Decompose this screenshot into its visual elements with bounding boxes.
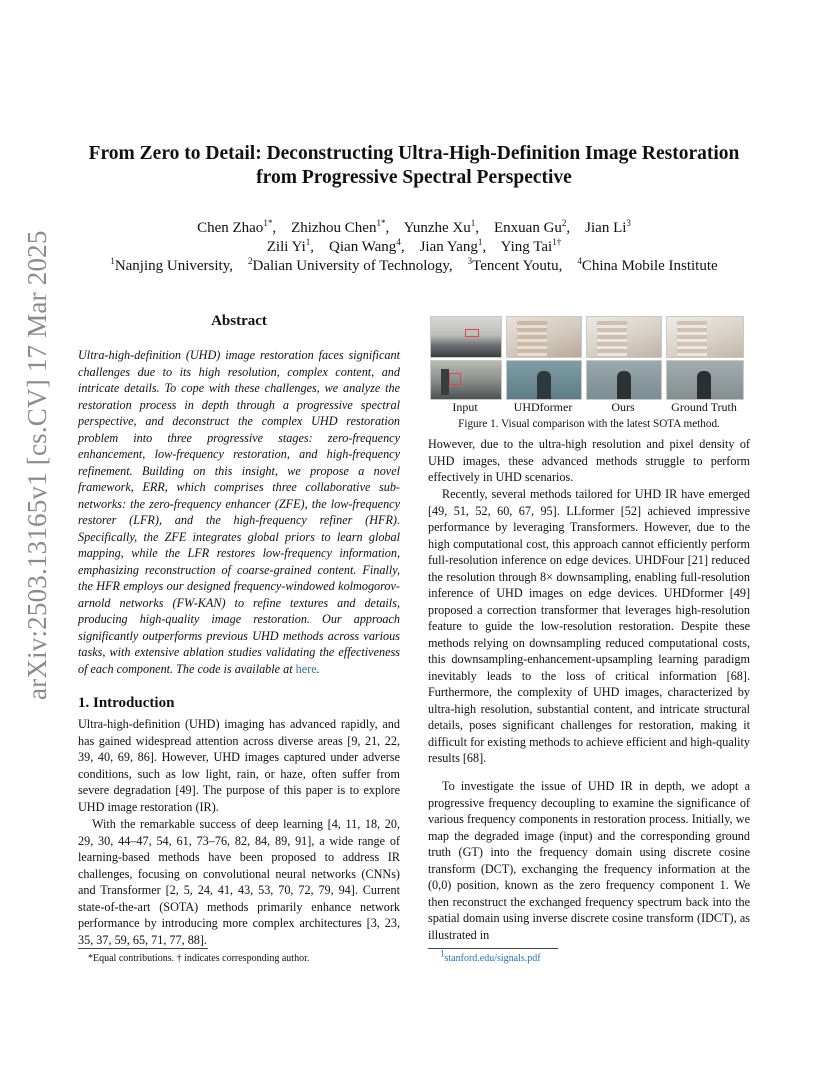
author: Jian Yang$^1$: [419, 237, 483, 255]
figure-label-ground-truth: Ground Truth: [671, 400, 737, 414]
abstract-body: Ultra-high-definition (UHD) image restoration faces significant challenges due to its high resolution, complex content, and intricate details. To cope with these challenges, we analyze the restoration process in depth through a progressive spectral perspective, and deconstruct the complex UHD restoration problem into three progressive stages: zero-frequency enhancement, low-frequency restoration, and high-frequency refinement. Building on this insight, we propose a novel framework, ERR, which comprises three collaborative sub-networks: the zero-frequency enhancer (ZFE), the low-frequency restorer (LFR), and the high-frequency refiner (HFR). Specifically, the ZFE integrates global priors to learn global mapping, while the LFR restores low-frequency information, emphasizing reconstruction of coarse-grained content. Finally, the HFR employs our designed frequency-windowed kolmogorov-arnold networks (FW-KAN) to refine textures and details, producing high-quality image restoration. Our approach significantly outperforms previous UHD methods across various tasks, with extensive ablation studies validating the effectiveness of each component. The code is available at here.: [78, 348, 400, 676]
paper-title: [60, 142, 768, 190]
author: Zhizhou Chen$^{1*}$: [291, 218, 386, 236]
intro-paragraph-1: Ultra-high-definition (UHD) imaging has advanced rapidly, and has gained widespread attention across diverse areas [9, 21, 22, 39, 40, 69, 86]. However, UHD images captured under adverse conditions, such as low light, rain, or haze, often suffer from severe degradation [49]. The purpose of this paper is to explore UHD image restoration (IR).: [78, 717, 400, 814]
author-line-1: Chen Zhao$^{1*}$, Zhizhou Chen$^{1*}$, Yunzhe Xu$^1$, Enxuan Gu$^2$, Jian Li$^3$: [197, 218, 631, 236]
figure-1-caption: Figure 1. Visual comparison with the latest SOTA method.: [458, 418, 720, 430]
author-line-2: Zili Yi$^1$, Qian Wang$^4$, Jian Yang$^1$, Ying Tai$^{1\dagger}$: [266, 237, 562, 255]
author: Chen Zhao$^{1*}$: [197, 218, 273, 236]
ground-truth-image-building: [666, 316, 744, 358]
footnote-rule-right: [428, 948, 558, 949]
input-image-room: [430, 360, 502, 400]
arxiv-identifier: arXiv:2503.13165v1 [cs.CV] 17 Mar 2025: [22, 230, 52, 700]
right-paragraph-3: To investigate the issue of UHD IR in depth, we adopt a progressive frequency decoupling to examine the significance of various frequency components in restoration process. Initially, we map the degraded image (input) and the corresponding ground truth (GT) into the frequency domain using discrete cosine transform (DCT), exchanging the frequency information at the (0,0) position, known as the zero frequency component 1. We then reconstruct the exchanged frequency spectrum back into the spatial domain using inverse discrete cosine transform (IDCT), as illustrated in: [428, 779, 750, 942]
input-image-street: [430, 316, 502, 358]
uhdformer-image-person: [506, 360, 582, 400]
title-line-2: from Progressive Spectral Perspective: [256, 167, 572, 188]
ours-image-person: [586, 360, 662, 400]
author: Ying Tai$^{1\dagger}$: [500, 237, 562, 255]
ground-truth-image-person: [666, 360, 744, 400]
figure-label-ours: Ours: [611, 400, 635, 414]
figure-label-input: Input: [452, 400, 478, 414]
author: Jian Li$^3$: [585, 218, 631, 236]
title-line-1: From Zero to Detail: Deconstructing Ultra-High-Definition Image Restoration: [88, 143, 740, 164]
author: Yunzhe Xu$^1$: [403, 218, 476, 236]
figure-1: [430, 316, 752, 414]
uhdformer-image-building: [506, 316, 582, 358]
figure-label-uhdformer: UHDformer: [513, 400, 573, 414]
ours-image-building: [586, 316, 662, 358]
footnote-equal-contribution: *Equal contributions. † indicates corresponding author.: [88, 953, 310, 964]
affiliation: $^2$Dalian University of Technology,: [248, 256, 453, 274]
author: Zili Yi$^1$: [266, 237, 311, 255]
author: Enxuan Gu$^2$: [494, 218, 567, 236]
right-paragraph-1: However, due to the ultra-high resolution and pixel density of UHD images, these advanced methods struggle to perform effectively in UHD scenarios.: [428, 437, 750, 484]
affiliation: $^3$Tencent Youtu,: [467, 256, 563, 274]
right-paragraph-2: Recently, several methods tailored for UHD IR have emerged [49, 51, 52, 60, 67, 95]. LLformer [52] achieved impressive performance by leveraging Transformers. However, due to the high computational cost, this approach cannot efficiently perform full-resolution inference on edge devices. UHDFour [21] reduced the resolution through 8× downsampling, enabling full-resolution inference of UHD images on edge devices. UHDformer [49] proposed a correction transformer that leverages high-resolution feature to guide the low-resolution restoration. Despite these methods relying on downsampling reduced computational costs, this downsampling-enhancement-upsampling learning paradigm inevitably leads to the loss of critical information [68]. Furthermore, the complexity of UHD images, characterized by ultra-high resolution, substantial content, and intricate structural details, poses significant challenges for restoration, making it difficult for existing methods to achieve efficient and high-quality results [68].: [428, 487, 750, 765]
footnote-rule: [78, 948, 208, 949]
abstract-heading: Abstract: [211, 313, 267, 329]
affiliations: [60, 257, 768, 276]
code-link[interactable]: here: [295, 661, 317, 676]
intro-paragraph-2: With the remarkable success of deep learning [4, 11, 18, 20, 29, 30, 44–47, 54, 61, 73–76, 82, 84, 89, 91], a wide range of learning-based methods have been proposed to address IR challenges, focusing on convolutional neural networks (CNNs) and Transformer [2, 5, 24, 41, 43, 53, 70, 72, 79, 94]. Current state-of-the-art (SOTA) methods primarily enhance network performance by introducing more complex architectures [3, 23, 35, 37, 59, 65, 71, 77, 88].: [78, 817, 400, 947]
section-heading-introduction: 1. Introduction: [78, 695, 175, 711]
affiliation: $^4$China Mobile Institute: [577, 256, 718, 274]
author: Qian Wang$^4$: [329, 237, 401, 255]
footnote-link[interactable]: $^1$stanford.edu/signals.pdf: [440, 948, 541, 964]
affiliation: $^1$Nanjing University,: [110, 256, 233, 274]
